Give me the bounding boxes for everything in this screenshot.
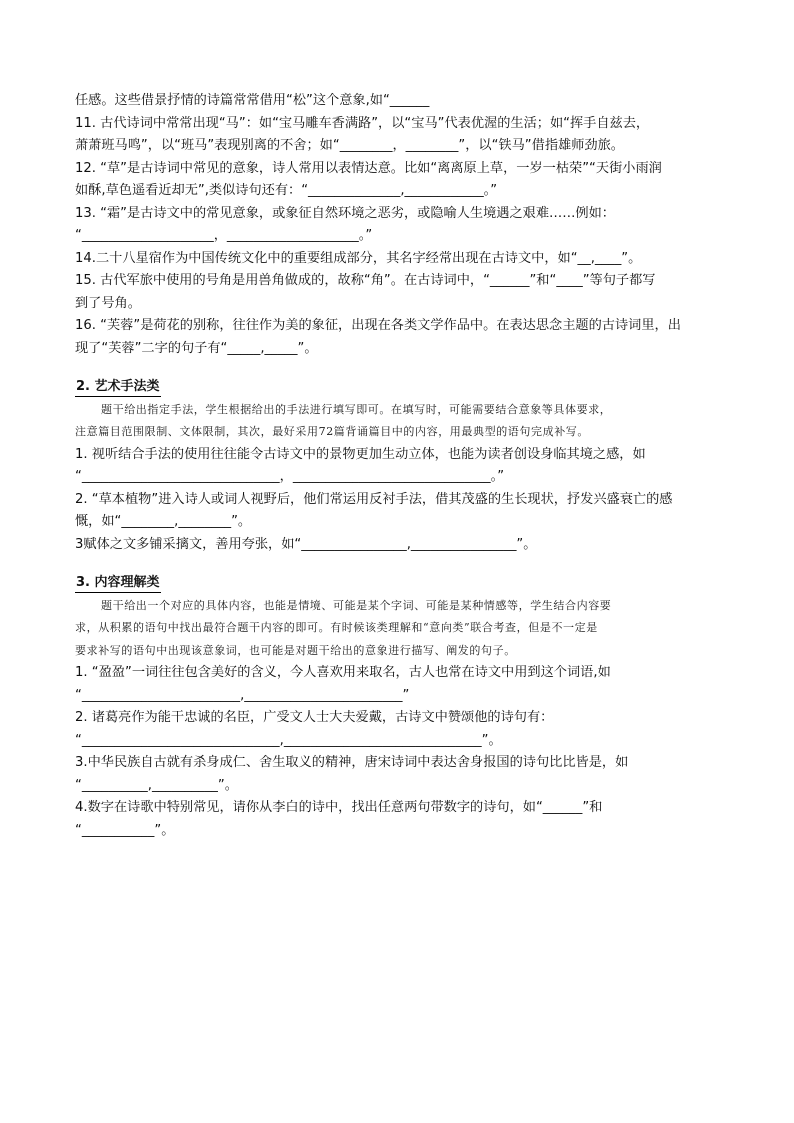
question-14: 14.二十八星宿作为中国传统文化中的重要组成部分，其名字经常出现在古诗文中，如“__,____”。 [75, 250, 642, 266]
question-12: 12. “草”是古诗词中常见的意象，诗人常用以表情达意。比如“离离原上草，一岁一枯荣”“天街小雨润 [75, 160, 662, 176]
question-3: 3.中华民族自古就有杀身成仁、舍生取义的精神，唐宋诗词中表达舍身报国的诗句比比皆是，如 [75, 755, 629, 770]
question-1: 1. 视听结合手法的使用往往能令古诗文中的景物更加生动立体，也能为读者创设身临其境之感，如 [75, 446, 646, 462]
section-note: 要求补写的语句中出现该意象词，也可能是对题干给出的意象进行描写、阐发的句子。 [75, 643, 516, 657]
question-16: 16. “芙蓉”是荷花的别称，往往作为美的象征，出现在各类文学作品中。在表达思念主题的古诗词里，出 [75, 318, 681, 333]
text-line: 任感。这些借景抒情的诗篇常常借用“松”这个意象,如“______ [75, 93, 430, 108]
section-heading-row [75, 572, 725, 595]
text-line: 现了“芙蓉”二字的句子有“_____,_____”。 [75, 340, 318, 356]
section-note: 题干给出指定手法，学生根据给出的手法进行填写即可。在填写时，可能需要结合意象等具体要求， [101, 402, 612, 416]
question-1: 1. “盈盈”一词往往包含美好的含义，今人喜欢用来取名，古人也常在诗文中用到这个词语,如 [75, 665, 611, 680]
question-2: 2. 诸葛亮作为能干忠诚的名臣，广受文人士大夫爱戴，古诗文中赞颂他的诗句有： [75, 710, 554, 725]
question-11: 11. 古代诗词中常常出现“马”：如“宝马雕车香满路”，以“宝马”代表优渥的生活；如“挥手自兹去， [75, 115, 650, 131]
section-note: 注意篇目范围限制、文体限制，其次，最好采用72篇背诵篇目中的内容，用最典型的语句完成补写。 [75, 425, 589, 438]
section-note: 求，从积累的语句中找出最符合题干内容的即可。有时候该类理解和“意向类”联合考查，但是不一定是 [75, 621, 598, 634]
question-3: 3赋体之文多铺采摛文，善用夸张，如“________________,________________”。 [75, 536, 537, 552]
section-2 [75, 376, 725, 556]
section-3 [75, 572, 725, 842]
text-line: 如酥,草色遥看近却无”,类似诗句还有：“______________,____________。” [75, 183, 498, 198]
text-line: “____________________，____________________。” [75, 228, 373, 243]
text-line: “________________________,________________________” [75, 687, 410, 703]
section-note: 题干给出一个对应的具体内容，也能是情境、可能是某个字词、可能是某种情感等，学生结合内容要 [101, 598, 612, 612]
text-line: 萧萧班马鸣”，以“班马”表现别离的不舍；如“________，________”，以“铁马”借指雄师劲旅。 [75, 138, 624, 153]
content-area [75, 90, 725, 842]
question-13: 13. “霜”是古诗文中的常见意象，或象征自然环境之恶劣，或隐喻人生境遇之艰难……例如： [75, 205, 615, 221]
question-2: 2. “草本植物”进入诗人或词人视野后，他们常运用反衬手法，借其茂盛的生长现状，抒发兴盛衰亡的感 [75, 491, 673, 507]
section-heading-row [75, 376, 725, 399]
question-4: 4.数字在诗歌中特别常见，请你从李白的诗中，找出任意两句带数字的诗句，如“______”和 [75, 800, 603, 815]
section-heading: 3. 内容理解类 [75, 574, 161, 593]
text-line: “______________________________,______________________________”。 [75, 732, 502, 748]
text-line: “______________________________，______________________________。” [75, 469, 505, 484]
question-15: 15. 古代军旅中使用的号角是用兽角做成的，故称“角”。在古诗词中，“______”和“____”等句子都写 [75, 273, 656, 288]
text-line: “__________,__________”。 [75, 777, 238, 793]
text-line: 到了号角。 [75, 295, 141, 311]
text-line: “___________”。 [75, 822, 175, 838]
section-heading: 2. 艺术手法类 [75, 378, 161, 397]
text-line: 慨，如“________,________”。 [75, 514, 252, 529]
